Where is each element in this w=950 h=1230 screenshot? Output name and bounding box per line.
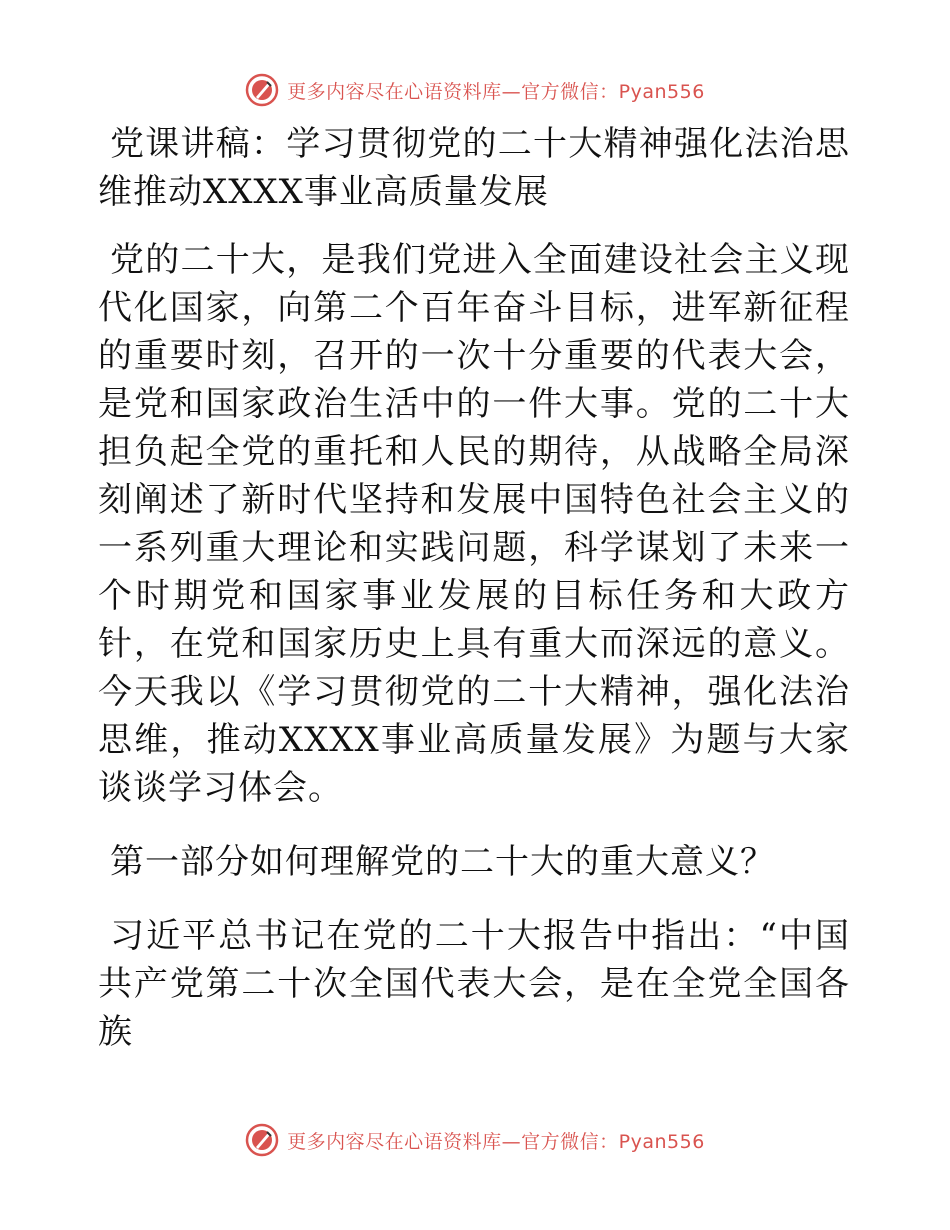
paragraph-quote: 习近平总书记在党的二十大报告中指出：“中国共产党第二十次全国代表大会，是在全党全国各族 [98,916,850,1052]
pen-logo-icon [245,1123,279,1157]
document-body [98,120,850,1056]
watermark-text: 更多内容尽在心语资料库—官方微信：Pyan556 [287,1130,705,1153]
paragraph-intro: 党的二十大，是我们党进入全面建设社会主义现代化国家，向第二个百年奋斗目标，进军新征程的重要时刻，召开的一次十分重要的代表大会，是党和国家政治生活中的一件大事。党的二十大担负起全党的重托和人民的期待，从战略全局深刻阐述了新时代坚持和发展中国特色社会主义的一系列重大理论和实践问题，科学谋划了未来一个时期党和国家事业发展的目标任务和大政方针，在党和国家历史上具有重大而深远的意义。今天我以《学习贯彻党的二十大精神，强化法治思维，推动XXXX事业高质量发展》为题与大家谈谈学习体会。 [98,240,850,808]
pen-logo-icon [245,73,279,107]
header-watermark-banner [0,70,950,110]
section-heading: 第一部分如何理解党的二十大的重大意义？ [110,842,775,882]
watermark-text: 更多内容尽在心语资料库—官方微信：Pyan556 [287,80,705,103]
document-title: 党课讲稿：学习贯彻党的二十大精神强化法治思维推动XXXX事业高质量发展 [98,124,850,212]
footer-watermark-banner [0,1120,950,1160]
